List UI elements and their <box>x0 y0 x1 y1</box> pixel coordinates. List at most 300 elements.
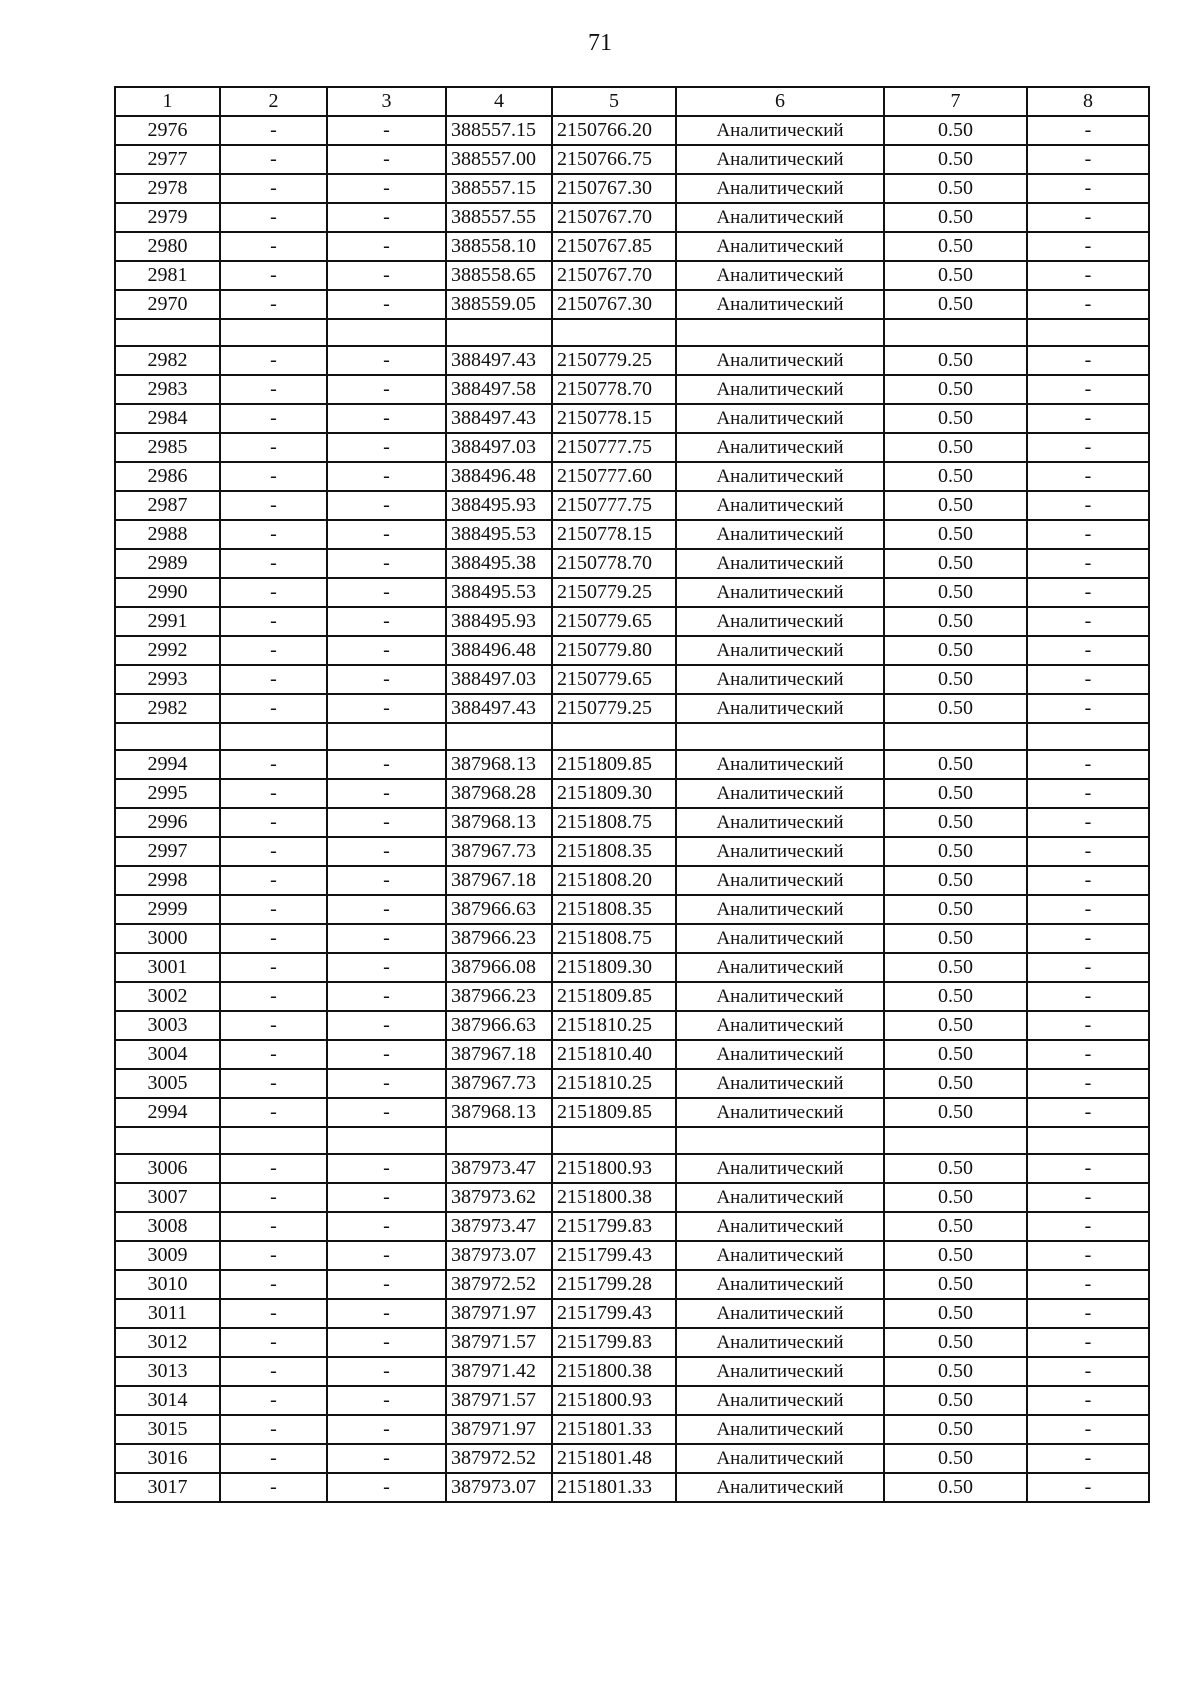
cell-col-3: - <box>327 607 446 636</box>
table-row <box>115 203 1149 232</box>
cell-col-1: 3009 <box>115 1241 220 1270</box>
cell-col-5: 2151808.75 <box>552 924 676 953</box>
cell-col-2: - <box>220 116 327 145</box>
separator-row <box>115 723 1149 750</box>
cell-col-8: - <box>1027 895 1149 924</box>
cell-col-7: 0.50 <box>884 1386 1027 1415</box>
table-row <box>115 232 1149 261</box>
cell-col-4: 387971.42 <box>446 1357 552 1386</box>
cell-col-2: - <box>220 895 327 924</box>
cell-col-7: 0.50 <box>884 261 1027 290</box>
cell-col-1: 3014 <box>115 1386 220 1415</box>
cell-col-8: - <box>1027 1299 1149 1328</box>
cell-col-4: 388558.10 <box>446 232 552 261</box>
cell-col-7: 0.50 <box>884 520 1027 549</box>
cell-col-1: 3010 <box>115 1270 220 1299</box>
table-row <box>115 953 1149 982</box>
cell-col-4: 388497.03 <box>446 665 552 694</box>
cell-col-1: 2986 <box>115 462 220 491</box>
cell-col-4: 388497.43 <box>446 694 552 723</box>
cell-col-8: - <box>1027 375 1149 404</box>
cell-col-5: 2150766.20 <box>552 116 676 145</box>
table-row <box>115 1154 1149 1183</box>
cell-col-7: 0.50 <box>884 866 1027 895</box>
table-row <box>115 982 1149 1011</box>
cell-col-1: 3002 <box>115 982 220 1011</box>
cell-col-4: 388495.38 <box>446 549 552 578</box>
cell-col-5: 2151799.28 <box>552 1270 676 1299</box>
cell-col-2: - <box>220 1040 327 1069</box>
cell-col-2: - <box>220 1473 327 1502</box>
table-row <box>115 491 1149 520</box>
cell-col-8: - <box>1027 174 1149 203</box>
table-row <box>115 1270 1149 1299</box>
cell-col-5: 2151800.93 <box>552 1386 676 1415</box>
cell-col-4: 387971.57 <box>446 1328 552 1357</box>
table-row <box>115 1011 1149 1040</box>
cell-col-7: 0.50 <box>884 1040 1027 1069</box>
cell-col-7: 0.50 <box>884 1011 1027 1040</box>
cell-col-7: 0.50 <box>884 346 1027 375</box>
cell-col-6: Аналитический <box>676 1270 884 1299</box>
cell-col-3: - <box>327 694 446 723</box>
cell-col-2 <box>220 319 327 346</box>
cell-col-4: 388558.65 <box>446 261 552 290</box>
cell-col-2: - <box>220 1183 327 1212</box>
coordinates-table <box>114 86 1150 1503</box>
cell-col-8: - <box>1027 462 1149 491</box>
cell-col-7: 0.50 <box>884 1270 1027 1299</box>
cell-col-6: Аналитический <box>676 1098 884 1127</box>
cell-col-4: 388495.53 <box>446 520 552 549</box>
cell-col-6: Аналитический <box>676 520 884 549</box>
cell-col-1: 3016 <box>115 1444 220 1473</box>
cell-col-6: Аналитический <box>676 924 884 953</box>
cell-col-3: - <box>327 636 446 665</box>
table-row <box>115 174 1149 203</box>
cell-col-7: 0.50 <box>884 433 1027 462</box>
cell-col-1: 2997 <box>115 837 220 866</box>
cell-col-7: 0.50 <box>884 636 1027 665</box>
cell-col-1: 2988 <box>115 520 220 549</box>
cell-col-5: 2150779.25 <box>552 578 676 607</box>
table-row <box>115 433 1149 462</box>
cell-col-6: Аналитический <box>676 750 884 779</box>
cell-col-4: 388497.03 <box>446 433 552 462</box>
table-row <box>115 694 1149 723</box>
cell-col-2: - <box>220 1415 327 1444</box>
cell-col-8: - <box>1027 1212 1149 1241</box>
cell-col-1: 2990 <box>115 578 220 607</box>
cell-col-5: 2150779.65 <box>552 665 676 694</box>
cell-col-5: 2150779.25 <box>552 694 676 723</box>
cell-col-3: - <box>327 1473 446 1502</box>
cell-col-8: - <box>1027 578 1149 607</box>
cell-col-7: 0.50 <box>884 982 1027 1011</box>
cell-col-8: - <box>1027 1098 1149 1127</box>
cell-col-2: - <box>220 261 327 290</box>
cell-col-4: 387966.63 <box>446 895 552 924</box>
cell-col-2: - <box>220 779 327 808</box>
cell-col-7: 0.50 <box>884 808 1027 837</box>
cell-col-1: 2998 <box>115 866 220 895</box>
table-row <box>115 261 1149 290</box>
cell-col-5: 2150777.75 <box>552 491 676 520</box>
cell-col-7: 0.50 <box>884 549 1027 578</box>
cell-col-3: - <box>327 520 446 549</box>
cell-col-1: 2987 <box>115 491 220 520</box>
cell-col-5: 2151809.85 <box>552 750 676 779</box>
cell-col-4: 387967.73 <box>446 837 552 866</box>
cell-col-6: Аналитический <box>676 808 884 837</box>
cell-col-7: 0.50 <box>884 174 1027 203</box>
cell-col-6: Аналитический <box>676 895 884 924</box>
cell-col-5: 2151808.20 <box>552 866 676 895</box>
cell-col-3 <box>327 1127 446 1154</box>
cell-col-8: - <box>1027 1241 1149 1270</box>
cell-col-5: 2151810.25 <box>552 1011 676 1040</box>
cell-col-8: - <box>1027 924 1149 953</box>
column-header-2: 2 <box>220 87 327 116</box>
cell-col-2: - <box>220 866 327 895</box>
cell-col-3: - <box>327 1183 446 1212</box>
cell-col-4: 387973.62 <box>446 1183 552 1212</box>
cell-col-6: Аналитический <box>676 261 884 290</box>
cell-col-2 <box>220 723 327 750</box>
cell-col-8: - <box>1027 1069 1149 1098</box>
cell-col-4: 387973.07 <box>446 1473 552 1502</box>
cell-col-2: - <box>220 1098 327 1127</box>
cell-col-3: - <box>327 1011 446 1040</box>
cell-col-5: 2151800.38 <box>552 1357 676 1386</box>
table-row <box>115 462 1149 491</box>
cell-col-6: Аналитический <box>676 145 884 174</box>
cell-col-7: 0.50 <box>884 1328 1027 1357</box>
cell-col-6: Аналитический <box>676 1299 884 1328</box>
cell-col-5: 2150767.70 <box>552 261 676 290</box>
table-row <box>115 1098 1149 1127</box>
cell-col-4: 387971.97 <box>446 1299 552 1328</box>
cell-col-4: 388559.05 <box>446 290 552 319</box>
cell-col-2: - <box>220 808 327 837</box>
cell-col-6: Аналитический <box>676 578 884 607</box>
cell-col-6: Аналитический <box>676 607 884 636</box>
cell-col-5 <box>552 319 676 346</box>
cell-col-6: Аналитический <box>676 1183 884 1212</box>
cell-col-1: 2970 <box>115 290 220 319</box>
cell-col-1: 3017 <box>115 1473 220 1502</box>
cell-col-5: 2150767.85 <box>552 232 676 261</box>
cell-col-3: - <box>327 433 446 462</box>
cell-col-3: - <box>327 924 446 953</box>
cell-col-6: Аналитический <box>676 116 884 145</box>
cell-col-1: 3015 <box>115 1415 220 1444</box>
cell-col-6: Аналитический <box>676 375 884 404</box>
cell-col-6: Аналитический <box>676 1357 884 1386</box>
cell-col-3: - <box>327 1299 446 1328</box>
cell-col-1: 2994 <box>115 1098 220 1127</box>
table-row <box>115 1415 1149 1444</box>
cell-col-2: - <box>220 1386 327 1415</box>
cell-col-7: 0.50 <box>884 924 1027 953</box>
cell-col-6: Аналитический <box>676 694 884 723</box>
cell-col-7: 0.50 <box>884 607 1027 636</box>
cell-col-3 <box>327 319 446 346</box>
cell-col-4: 388497.58 <box>446 375 552 404</box>
cell-col-4: 387972.52 <box>446 1444 552 1473</box>
table-body <box>115 116 1149 1502</box>
table-row <box>115 1212 1149 1241</box>
cell-col-4: 388497.43 <box>446 346 552 375</box>
cell-col-5: 2151801.33 <box>552 1473 676 1502</box>
cell-col-2: - <box>220 1011 327 1040</box>
cell-col-3: - <box>327 837 446 866</box>
cell-col-4: 387966.63 <box>446 1011 552 1040</box>
cell-col-5: 2151809.85 <box>552 1098 676 1127</box>
cell-col-2: - <box>220 1069 327 1098</box>
table-row <box>115 549 1149 578</box>
cell-col-6: Аналитический <box>676 1011 884 1040</box>
cell-col-4: 387973.07 <box>446 1241 552 1270</box>
cell-col-5: 2151800.93 <box>552 1154 676 1183</box>
cell-col-3: - <box>327 174 446 203</box>
cell-col-5: 2151799.83 <box>552 1328 676 1357</box>
cell-col-1: 3013 <box>115 1357 220 1386</box>
cell-col-1: 3005 <box>115 1069 220 1098</box>
table-row <box>115 895 1149 924</box>
cell-col-3 <box>327 723 446 750</box>
cell-col-3: - <box>327 261 446 290</box>
cell-col-3: - <box>327 375 446 404</box>
cell-col-4: 388557.55 <box>446 203 552 232</box>
cell-col-2: - <box>220 1270 327 1299</box>
cell-col-7: 0.50 <box>884 1154 1027 1183</box>
cell-col-2: - <box>220 549 327 578</box>
cell-col-5: 2151809.30 <box>552 953 676 982</box>
cell-col-4: 388495.93 <box>446 491 552 520</box>
table-header <box>115 87 1149 116</box>
table-row <box>115 866 1149 895</box>
cell-col-8: - <box>1027 145 1149 174</box>
cell-col-8: - <box>1027 491 1149 520</box>
column-header-1: 1 <box>115 87 220 116</box>
cell-col-3: - <box>327 232 446 261</box>
cell-col-5: 2151799.83 <box>552 1212 676 1241</box>
cell-col-6: Аналитический <box>676 1415 884 1444</box>
cell-col-1: 2978 <box>115 174 220 203</box>
cell-col-7: 0.50 <box>884 145 1027 174</box>
cell-col-4: 387968.28 <box>446 779 552 808</box>
cell-col-7: 0.50 <box>884 1241 1027 1270</box>
cell-col-3: - <box>327 346 446 375</box>
cell-col-3: - <box>327 1270 446 1299</box>
cell-col-5: 2151808.35 <box>552 837 676 866</box>
cell-col-6: Аналитический <box>676 549 884 578</box>
cell-col-2: - <box>220 1444 327 1473</box>
cell-col-1: 3001 <box>115 953 220 982</box>
cell-col-8: - <box>1027 1444 1149 1473</box>
cell-col-2: - <box>220 404 327 433</box>
cell-col-2: - <box>220 578 327 607</box>
cell-col-6: Аналитический <box>676 665 884 694</box>
cell-col-5: 2150767.30 <box>552 174 676 203</box>
cell-col-6 <box>676 319 884 346</box>
cell-col-3: - <box>327 1241 446 1270</box>
cell-col-5: 2150779.65 <box>552 607 676 636</box>
table-row <box>115 145 1149 174</box>
cell-col-5: 2151799.43 <box>552 1299 676 1328</box>
cell-col-4: 387966.23 <box>446 982 552 1011</box>
cell-col-7: 0.50 <box>884 404 1027 433</box>
column-header-6: 6 <box>676 87 884 116</box>
cell-col-1: 3004 <box>115 1040 220 1069</box>
cell-col-3: - <box>327 578 446 607</box>
cell-col-7: 0.50 <box>884 1299 1027 1328</box>
cell-col-3: - <box>327 1098 446 1127</box>
cell-col-7: 0.50 <box>884 1357 1027 1386</box>
cell-col-7: 0.50 <box>884 232 1027 261</box>
cell-col-6: Аналитический <box>676 779 884 808</box>
cell-col-1: 2980 <box>115 232 220 261</box>
cell-col-3: - <box>327 549 446 578</box>
cell-col-3: - <box>327 290 446 319</box>
cell-col-4: 387968.13 <box>446 750 552 779</box>
cell-col-3: - <box>327 203 446 232</box>
cell-col-2: - <box>220 665 327 694</box>
cell-col-6: Аналитический <box>676 636 884 665</box>
cell-col-7: 0.50 <box>884 290 1027 319</box>
cell-col-7: 0.50 <box>884 462 1027 491</box>
cell-col-8: - <box>1027 1357 1149 1386</box>
cell-col-2: - <box>220 174 327 203</box>
table-row <box>115 404 1149 433</box>
cell-col-5: 2150767.70 <box>552 203 676 232</box>
cell-col-4: 388497.43 <box>446 404 552 433</box>
cell-col-2: - <box>220 491 327 520</box>
cell-col-3: - <box>327 895 446 924</box>
cell-col-6: Аналитический <box>676 982 884 1011</box>
cell-col-8: - <box>1027 665 1149 694</box>
cell-col-2 <box>220 1127 327 1154</box>
cell-col-2: - <box>220 1357 327 1386</box>
cell-col-7: 0.50 <box>884 694 1027 723</box>
cell-col-7: 0.50 <box>884 375 1027 404</box>
cell-col-3: - <box>327 462 446 491</box>
cell-col-4: 388557.00 <box>446 145 552 174</box>
table-row <box>115 837 1149 866</box>
cell-col-4: 387966.08 <box>446 953 552 982</box>
separator-row <box>115 1127 1149 1154</box>
cell-col-8: - <box>1027 1183 1149 1212</box>
table-row <box>115 750 1149 779</box>
cell-col-2: - <box>220 1241 327 1270</box>
cell-col-3: - <box>327 1212 446 1241</box>
cell-col-6: Аналитический <box>676 346 884 375</box>
cell-col-8: - <box>1027 404 1149 433</box>
cell-col-8: - <box>1027 520 1149 549</box>
cell-col-4: 388557.15 <box>446 116 552 145</box>
cell-col-2: - <box>220 837 327 866</box>
table-row <box>115 779 1149 808</box>
cell-col-4: 387973.47 <box>446 1212 552 1241</box>
cell-col-8: - <box>1027 203 1149 232</box>
cell-col-1: 3011 <box>115 1299 220 1328</box>
cell-col-8: - <box>1027 549 1149 578</box>
cell-col-2: - <box>220 636 327 665</box>
cell-col-8: - <box>1027 261 1149 290</box>
cell-col-4: 387967.73 <box>446 1069 552 1098</box>
cell-col-7: 0.50 <box>884 1069 1027 1098</box>
cell-col-6: Аналитический <box>676 1212 884 1241</box>
cell-col-6 <box>676 1127 884 1154</box>
cell-col-8: - <box>1027 290 1149 319</box>
cell-col-7: 0.50 <box>884 750 1027 779</box>
cell-col-5 <box>552 1127 676 1154</box>
cell-col-3: - <box>327 1040 446 1069</box>
cell-col-1: 2984 <box>115 404 220 433</box>
cell-col-1: 3007 <box>115 1183 220 1212</box>
cell-col-6: Аналитический <box>676 1386 884 1415</box>
cell-col-4: 387967.18 <box>446 866 552 895</box>
cell-col-6: Аналитический <box>676 1444 884 1473</box>
table-row <box>115 665 1149 694</box>
cell-col-1: 2995 <box>115 779 220 808</box>
cell-col-2: - <box>220 290 327 319</box>
cell-col-3: - <box>327 491 446 520</box>
cell-col-6: Аналитический <box>676 491 884 520</box>
table-row <box>115 636 1149 665</box>
cell-col-6: Аналитический <box>676 1040 884 1069</box>
cell-col-4: 387968.13 <box>446 808 552 837</box>
cell-col-3: - <box>327 1415 446 1444</box>
column-header-3: 3 <box>327 87 446 116</box>
cell-col-6: Аналитический <box>676 433 884 462</box>
header-row <box>115 87 1149 116</box>
table-row <box>115 520 1149 549</box>
table-row <box>115 1386 1149 1415</box>
column-header-7: 7 <box>884 87 1027 116</box>
table-row <box>115 1040 1149 1069</box>
cell-col-8: - <box>1027 636 1149 665</box>
cell-col-2: - <box>220 1328 327 1357</box>
cell-col-6: Аналитический <box>676 232 884 261</box>
cell-col-1: 2994 <box>115 750 220 779</box>
cell-col-2: - <box>220 520 327 549</box>
cell-col-8: - <box>1027 1154 1149 1183</box>
cell-col-5: 2151800.38 <box>552 1183 676 1212</box>
cell-col-8: - <box>1027 1040 1149 1069</box>
cell-col-2: - <box>220 1299 327 1328</box>
cell-col-7 <box>884 723 1027 750</box>
cell-col-3: - <box>327 1069 446 1098</box>
cell-col-7: 0.50 <box>884 895 1027 924</box>
cell-col-1: 2979 <box>115 203 220 232</box>
cell-col-4: 388495.93 <box>446 607 552 636</box>
cell-col-2: - <box>220 145 327 174</box>
cell-col-1 <box>115 723 220 750</box>
cell-col-1: 2993 <box>115 665 220 694</box>
cell-col-5: 2150766.75 <box>552 145 676 174</box>
cell-col-4: 388496.48 <box>446 636 552 665</box>
cell-col-3: - <box>327 866 446 895</box>
cell-col-8: - <box>1027 1270 1149 1299</box>
cell-col-8: - <box>1027 953 1149 982</box>
cell-col-8: - <box>1027 779 1149 808</box>
cell-col-3: - <box>327 116 446 145</box>
cell-col-2: - <box>220 694 327 723</box>
cell-col-1: 2989 <box>115 549 220 578</box>
cell-col-1: 2983 <box>115 375 220 404</box>
